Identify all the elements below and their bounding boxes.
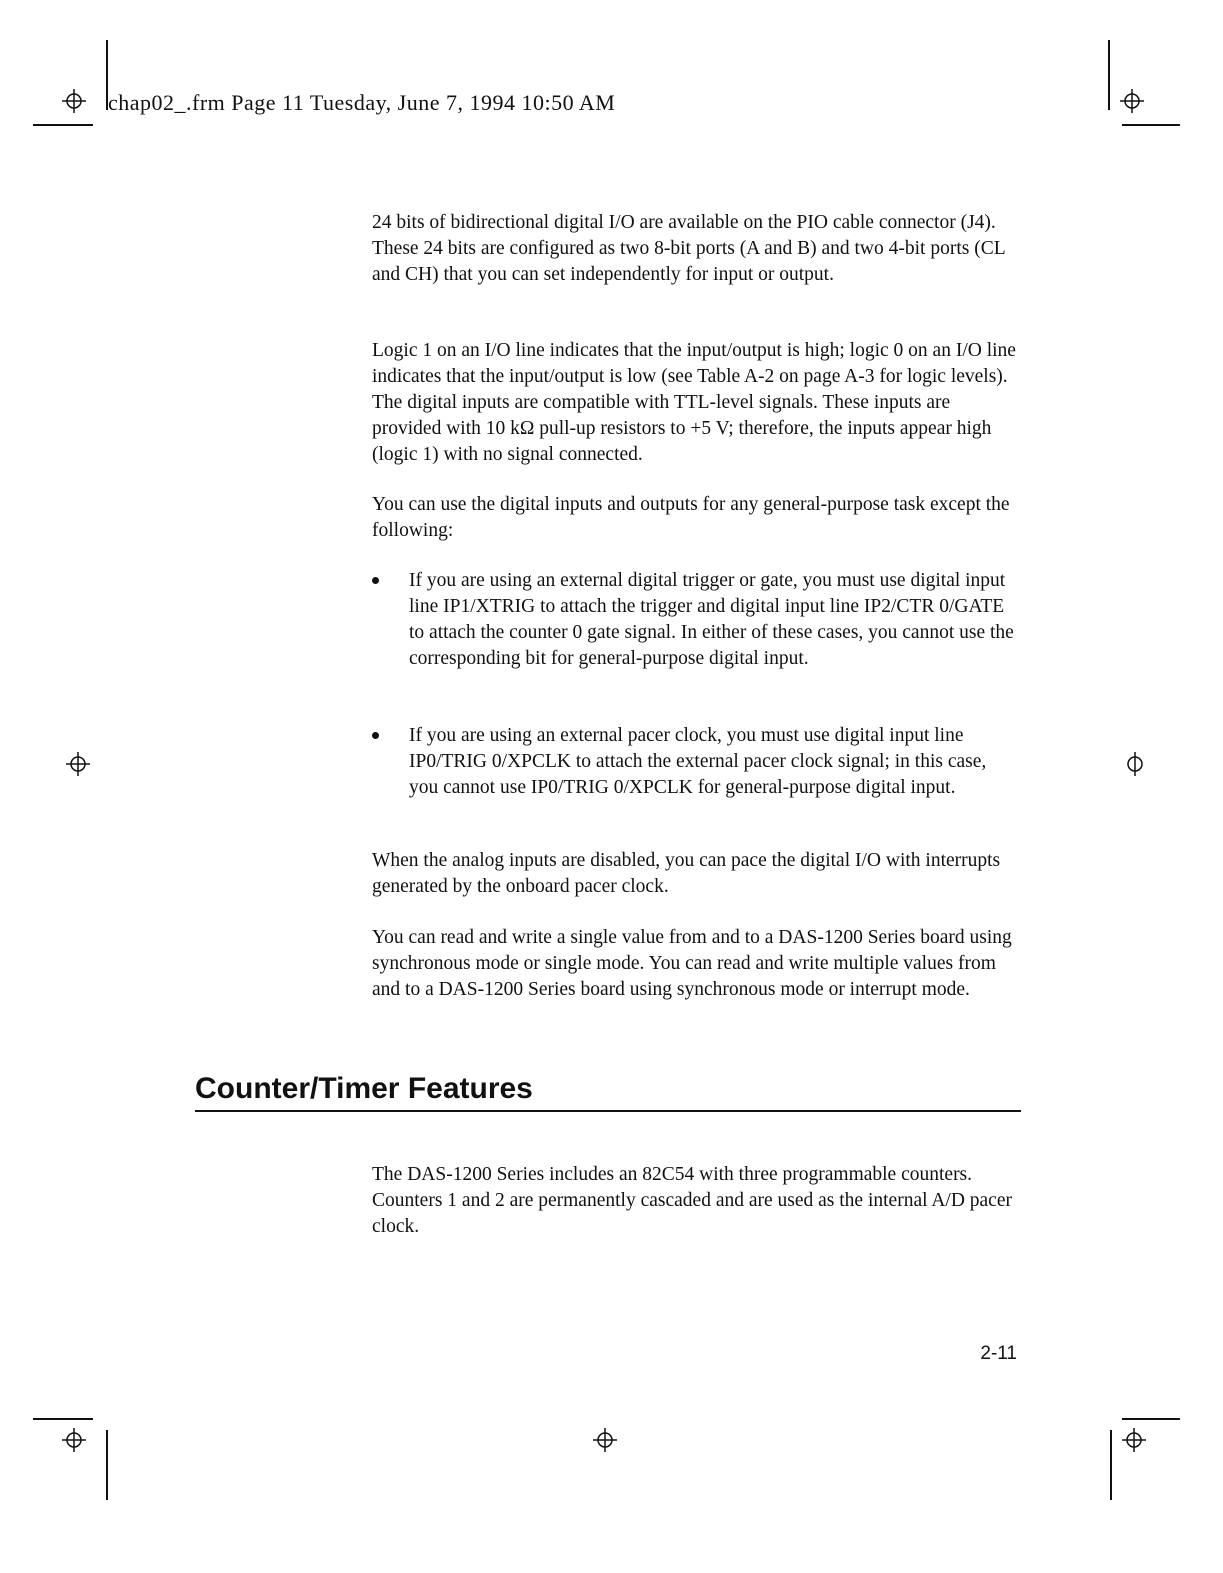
paragraph-general-purpose: You can use the digital inputs and outputs for any general-purpose task except the following:: [372, 494, 1010, 541]
crop-mark-horizontal: [33, 124, 93, 126]
crop-mark-vertical: [1108, 40, 1110, 110]
bullet-icon: [372, 577, 379, 584]
bullet-icon: [372, 732, 379, 739]
registration-mark-icon: [593, 1428, 617, 1452]
registration-mark-icon: [62, 1428, 86, 1452]
registration-mark-icon: [66, 752, 90, 776]
crop-mark-horizontal: [1122, 1418, 1180, 1420]
page-number: 2-11: [980, 1343, 1017, 1364]
crop-mark-vertical: [1110, 1430, 1112, 1500]
paragraph-pacing: When the analog inputs are disabled, you can pace the digital I/O with interrupts generated by the onboard pacer clock.: [372, 850, 1001, 897]
crop-mark-vertical: [106, 1430, 108, 1500]
paragraph-digital-io-overview: 24 bits of bidirectional digital I/O are available on the PIO cable connector (J4). These 24 bits are configured as two 8-bit ports (A and B) and two 4-bit ports (CL and CH) that you can set independently for input or output.: [372, 212, 1005, 285]
section-rule: [195, 1110, 1021, 1112]
paragraph-counter-timer: The DAS-1200 Series includes an 82C54 with three programmable counters. Counters 1 and 2 are permanently cascaded and are used as the internal A/D pacer clock.: [372, 1164, 1012, 1237]
registration-mark-icon: [1120, 89, 1144, 113]
paragraph-logic-levels: Logic 1 on an I/O line indicates that the input/output is high; logic 0 on an I/O line indicates that the input/output is low (see Table A-2 on page A-3 for logic levels). The digital inputs are compatible with TTL-level signals. These inputs are provided with 10 kΩ pull-up resistors to +5 V; therefore, the inputs appear high (logic 1) with no signal connected.: [372, 340, 1016, 465]
section-heading: Counter/Timer Features: [195, 1072, 533, 1105]
paragraph-modes: You can read and write a single value from and to a DAS-1200 Series board using synchronous mode or single mode. You can read and write multiple values from and to a DAS-1200 Series board using synchronous mode or interrupt mode.: [372, 927, 1012, 1000]
crop-mark-horizontal: [1122, 124, 1180, 126]
registration-mark-icon: [1123, 752, 1147, 776]
bullet-text: If you are using an external pacer clock, you must use digital input line IP0/TRIG 0/XPCLK to attach the external pacer clock signal; in this case, you cannot use IP0/TRIG 0/XPCLK for general-purpose digital input.: [409, 725, 987, 798]
bullet-text: If you are using an external digital trigger or gate, you must use digital input line IP1/XTRIG to attach the trigger and digital input line IP2/CTR 0/GATE to attach the counter 0 gate signal. In either of these cases, you cannot use the corresponding bit for general-purpose digital input.: [409, 570, 1014, 669]
crop-mark-horizontal: [33, 1418, 93, 1420]
registration-mark-icon: [62, 89, 86, 113]
registration-mark-icon: [1122, 1428, 1146, 1452]
frame-header: chap02_.frm Page 11 Tuesday, June 7, 1994 10:50 AM: [108, 90, 616, 115]
